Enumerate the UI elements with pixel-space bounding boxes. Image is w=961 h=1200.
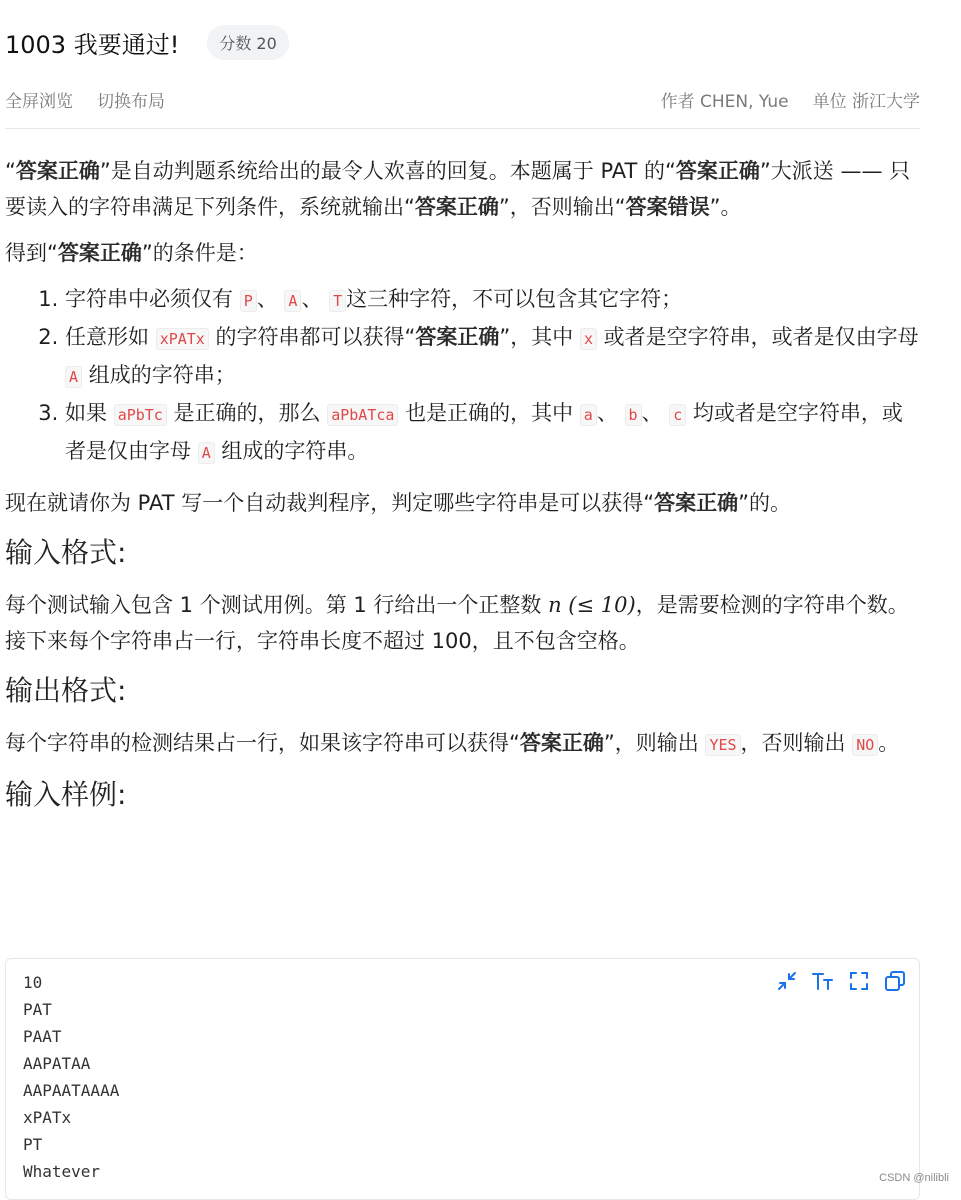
code-line: PAT [23,1000,52,1019]
condition-list [5,281,920,471]
code-toolbar [775,969,907,993]
intro-paragraph: “答案正确”是自动判题系统给出的最令人欢喜的回复。本题属于 PAT 的“答案正确”大派送 —— 只要读入的字符串满足下列条件，系统就输出“答案正确”，否则输出“答案错误”。 [5,159,911,219]
input-description: 每个测试输入包含 1 个测试用例。第 1 行给出一个正整数 n (≤ 10)，是需要检测的字符串个数。接下来每个字符串占一行，字符串长度不超过 100，且不包含空格。 [5,593,909,653]
copy-icon[interactable] [883,969,907,993]
list-item: 1. 字符串中必须仅有 P 、 A 、 T 这三种字符，不可以包含其它字符； [65,281,920,319]
fullscreen-icon[interactable] [847,969,871,993]
problem-content [5,153,920,829]
sample-input-text [23,969,119,1185]
score-badge: 分数 20 [207,25,288,60]
font-size-icon[interactable] [811,969,835,993]
list-item: 3. 如果 aPbTc 是正确的，那么 aPbATca 也是正确的，其中 a 、 b 、 c 均或者是空字符串，或者是仅由字母 A 组成的字符串。 [65,395,920,471]
code-line: xPATx [23,1108,72,1127]
collapse-icon[interactable] [775,969,799,993]
switch-layout-button[interactable]: 切换布局 [97,91,165,112]
title-row [5,24,289,60]
watermark: CSDN @nilibli [879,1172,949,1184]
output-heading: 输出格式: [5,674,127,707]
code-line: AAPATAA [23,1054,91,1073]
meta-row [5,86,920,112]
task-paragraph: 现在就请你为 PAT 写一个自动裁判程序，判定哪些字符串是可以获得“答案正确”的。 [5,491,792,515]
code-line: AAPAATAAAA [23,1081,120,1100]
list-item: 2. 任意形如 xPATx 的字符串都可以获得“答案正确”，其中 x 或者是空字符串，或者是仅由字母 A 组成的字符串； [65,319,920,395]
output-description: 每个字符串的检测结果占一行，如果该字符串可以获得“答案正确”，则输出 YES ，否则输出 NO 。 [5,731,900,755]
unit-info: 单位 浙江大学 [812,91,920,112]
problem-title: 1003 我要通过! [5,30,180,59]
input-heading: 输入格式: [5,536,127,569]
math-formula: n (≤ 10) [548,593,636,617]
condition-intro: 得到“答案正确”的条件是： [5,241,258,265]
code-line: 10 [23,973,43,992]
divider [5,128,920,129]
fullscreen-button[interactable]: 全屏浏览 [5,91,73,112]
sample-heading: 输入样例: [5,778,127,811]
code-line: PAAT [23,1027,62,1046]
author-info: 作者 CHEN, Yue [660,91,789,112]
code-line: PT [23,1135,43,1154]
sample-code-block [5,958,920,1200]
code-line: Whatever [23,1162,101,1181]
